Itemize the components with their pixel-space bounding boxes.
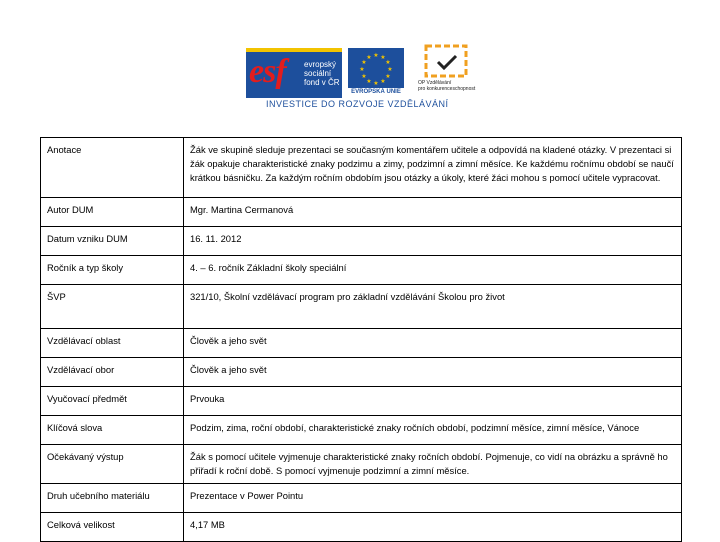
row-label: Vzdělávací oblast bbox=[41, 329, 184, 358]
row-label: Datum vzniku DUM bbox=[41, 227, 184, 256]
row-value: Podzim, zima, roční období, charakteristické znaky ročních období, podzimní měsíce, zimní měsíce, Vánoce bbox=[184, 416, 682, 445]
svg-text:★: ★ bbox=[373, 52, 379, 59]
svg-text:★: ★ bbox=[359, 66, 365, 73]
table-row bbox=[41, 256, 682, 285]
row-value: Mgr. Martina Cermanová bbox=[184, 198, 682, 227]
table-row bbox=[41, 138, 682, 198]
row-value: Prvouka bbox=[184, 387, 682, 416]
row-label: Celková velikost bbox=[41, 513, 184, 542]
esf-text bbox=[304, 60, 344, 87]
row-label: Očekávaný výstup bbox=[41, 445, 184, 484]
table-row bbox=[41, 416, 682, 445]
svg-text:★: ★ bbox=[366, 78, 372, 85]
eu-label: EVROPSKÁ UNIE bbox=[351, 89, 401, 95]
row-value: Prezentace v Power Pointu bbox=[184, 484, 682, 513]
table-row bbox=[41, 445, 682, 484]
svg-text:★: ★ bbox=[387, 66, 393, 73]
row-label: Anotace bbox=[41, 138, 184, 198]
row-value: Člověk a jeho svět bbox=[184, 329, 682, 358]
esf-letters: esf bbox=[249, 53, 286, 90]
table-row bbox=[41, 285, 682, 329]
row-label: Druh učebního materiálu bbox=[41, 484, 184, 513]
table-row bbox=[41, 387, 682, 416]
esf-stripe bbox=[246, 48, 342, 52]
row-value: 16. 11. 2012 bbox=[184, 227, 682, 256]
logo-banner bbox=[246, 44, 476, 110]
esf-text-line1: evropský bbox=[304, 60, 337, 69]
esf-text-line2: sociální bbox=[304, 69, 332, 78]
table-row bbox=[41, 329, 682, 358]
svg-text:★: ★ bbox=[380, 54, 386, 61]
svg-text:★: ★ bbox=[385, 59, 391, 66]
row-label: Autor DUM bbox=[41, 198, 184, 227]
op-label-line2: pro konkurenceschopnost bbox=[418, 86, 476, 92]
table-row bbox=[41, 484, 682, 513]
investice-tagline: INVESTICE DO ROZVOJE VZDĚLÁVÁNÍ bbox=[266, 99, 449, 109]
svg-text:★: ★ bbox=[366, 54, 372, 61]
row-label: Vyučovací předmět bbox=[41, 387, 184, 416]
row-value: Člověk a jeho svět bbox=[184, 358, 682, 387]
row-value: 4,17 MB bbox=[184, 513, 682, 542]
esf-text-line3: fond v ČR bbox=[304, 78, 340, 87]
row-label: Vzdělávací obor bbox=[41, 358, 184, 387]
op-label bbox=[418, 80, 478, 92]
esf-logo bbox=[246, 48, 342, 98]
svg-text:★: ★ bbox=[361, 73, 367, 80]
svg-text:★: ★ bbox=[385, 73, 391, 80]
row-label: Ročník a typ školy bbox=[41, 256, 184, 285]
row-label: Klíčová slova bbox=[41, 416, 184, 445]
row-value: 4. – 6. ročník Základní školy speciální bbox=[184, 256, 682, 285]
op-label-line1: OP Vzdělávání bbox=[418, 80, 452, 86]
svg-text:★: ★ bbox=[380, 78, 386, 85]
dum-metadata-table bbox=[40, 137, 682, 542]
row-value: Žák ve skupině sleduje prezentaci se současným komentářem učitele a odpovídá na kladené otázky. V prezentaci si žák opakuje charakteristické znaky podzimu a zimy, podzimní a zimní měsíce. Ke každému ročnímu období se naučí krátkou básničku. Za každým ročním obdobím jsou otázky a úkoly, které žáci mohou s pomocí učitele vypracovat. bbox=[184, 138, 682, 198]
row-value: Žák s pomocí učitele vyjmenuje charakteristické znaky ročních období. Pojmenuje, co vidí na obrázku a správně ho přiřadí k roční době. S pomocí vyjmenuje podzimní a zimní měsíce. bbox=[184, 445, 682, 484]
svg-text:★: ★ bbox=[373, 80, 379, 87]
table-row bbox=[41, 358, 682, 387]
eu-flag-icon bbox=[348, 48, 404, 88]
table-row bbox=[41, 227, 682, 256]
row-label: ŠVP bbox=[41, 285, 184, 329]
row-value: 321/10, Školní vzdělávací program pro základní vzdělávání Školou pro život bbox=[184, 285, 682, 329]
table-row bbox=[41, 198, 682, 227]
svg-text:★: ★ bbox=[361, 59, 367, 66]
table-row bbox=[41, 513, 682, 542]
